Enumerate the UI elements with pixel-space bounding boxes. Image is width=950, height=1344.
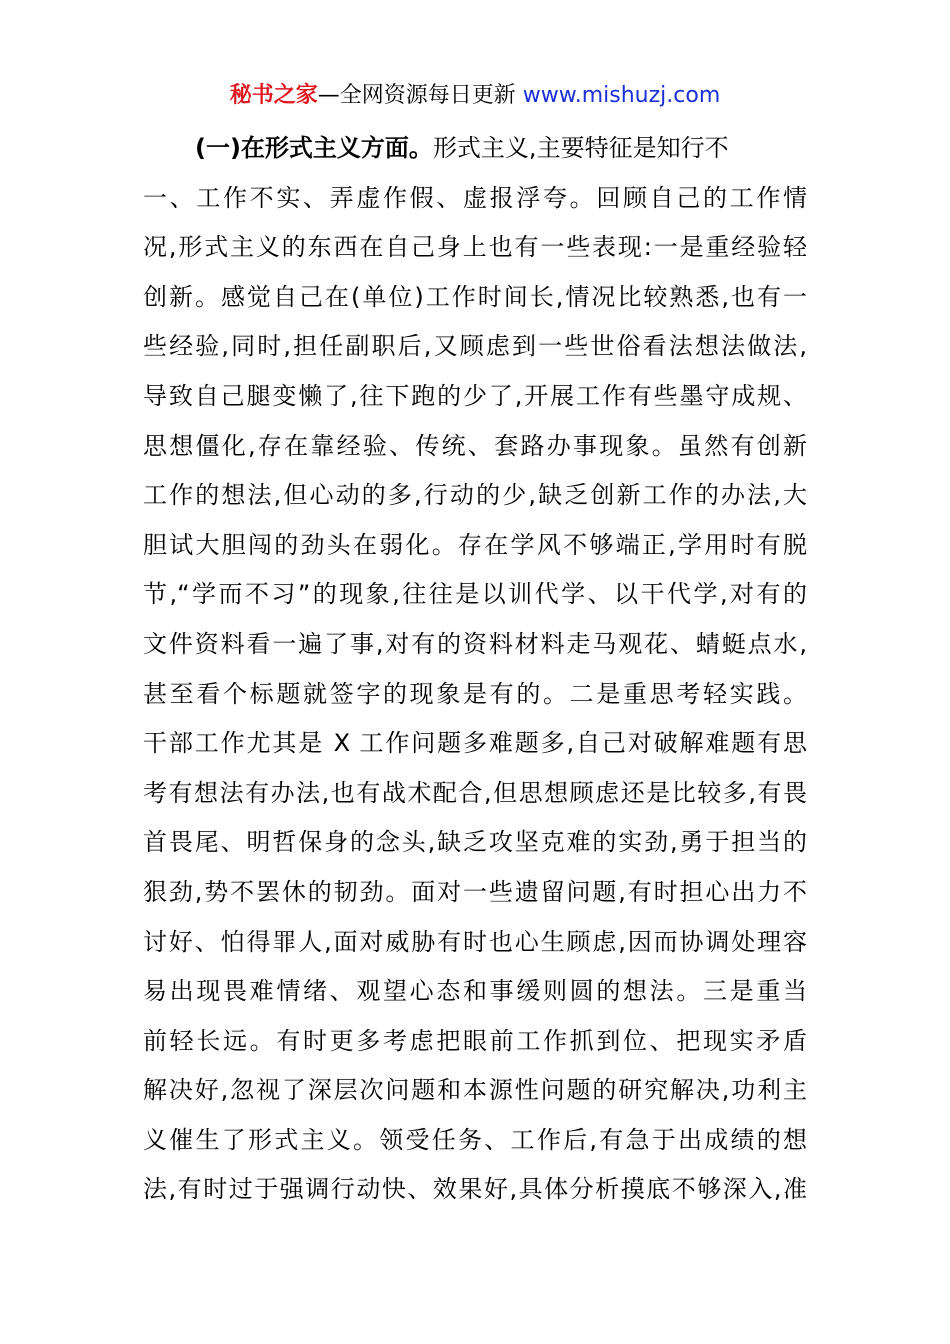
brand-name: 秘书之家 (229, 83, 318, 108)
paragraph-line: 易出现畏难情绪、观望心态和事缓则圆的想法。三是重当 (143, 977, 807, 1006)
paragraph-line: 法,有时过于强调行动快、效果好,具体分析摸底不够深入,准 (143, 1175, 807, 1204)
paragraph-line: 考有想法有办法,也有战术配合,但思想顾虑还是比较多,有畏 (143, 778, 807, 807)
paragraph-line: 一、工作不实、弄虚作假、虚报浮夸。回顾自己的工作情 (143, 183, 807, 212)
paragraph-line: 狠劲,势不罢休的韧劲。面对一些遗留问题,有时担心出力不 (143, 877, 807, 906)
paragraph-line: 些经验,同时,担任副职后,又顾虑到一些世俗看法想法做法, (143, 332, 807, 361)
paragraph-line: 创新。感觉自己在(单位)工作时间长,情况比较熟悉,也有一 (143, 282, 807, 311)
paragraph-line: 义催生了形式主义。领受任务、工作后,有急于出成绩的想 (143, 1125, 807, 1154)
paragraph-line: 首畏尾、明哲保身的念头,缺乏攻坚克难的实劲,勇于担当的 (143, 828, 807, 857)
paragraph-line: 节,“学而不习”的现象,往往是以训代学、以干代学,对有的 (143, 580, 807, 609)
header-tagline: —全网资源每日更新 (317, 83, 516, 108)
paragraph-line: 前轻长远。有时更多考虑把眼前工作抓到位、把现实矛盾 (143, 1026, 807, 1055)
section-heading: (一)在形式主义方面。 (195, 134, 433, 162)
paragraph-line: 思想僵化,存在靠经验、传统、套路办事现象。虽然有创新 (143, 431, 807, 460)
paragraph-line: 况,形式主义的东西在自己身上也有一些表现:一是重经验轻 (143, 233, 807, 262)
page-header (0, 80, 950, 112)
paragraph-line: 干部工作尤其是 X 工作问题多难题多,自己对破解难题有思 (143, 729, 807, 758)
paragraph-line: 甚至看个标题就签字的现象是有的。二是重思考轻实践。 (143, 679, 807, 708)
body-text (143, 124, 807, 1215)
website-link[interactable]: www.mishuzj.com (522, 83, 721, 108)
paragraph-line: 文件资料看一遍了事,对有的资料材料走马观花、蜻蜓点水, (143, 629, 807, 658)
paragraph-line: 解决好,忽视了深层次问题和本源性问题的研究解决,功利主 (143, 1076, 807, 1105)
line-text: 形式主义,主要特征是知行不 (432, 134, 729, 162)
paragraph-line: 胆试大胆闯的劲头在弱化。存在学风不够端正,学用时有脱 (143, 530, 807, 559)
paragraph-line (143, 124, 807, 174)
paragraph-line: 讨好、怕得罪人,面对威胁有时也心生顾虑,因而协调处理容 (143, 927, 807, 956)
paragraph-line: 导致自己腿变懒了,往下跑的少了,开展工作有些墨守成规、 (143, 381, 807, 410)
paragraph-line: 工作的想法,但心动的多,行动的少,缺乏创新工作的办法,大 (143, 481, 807, 510)
